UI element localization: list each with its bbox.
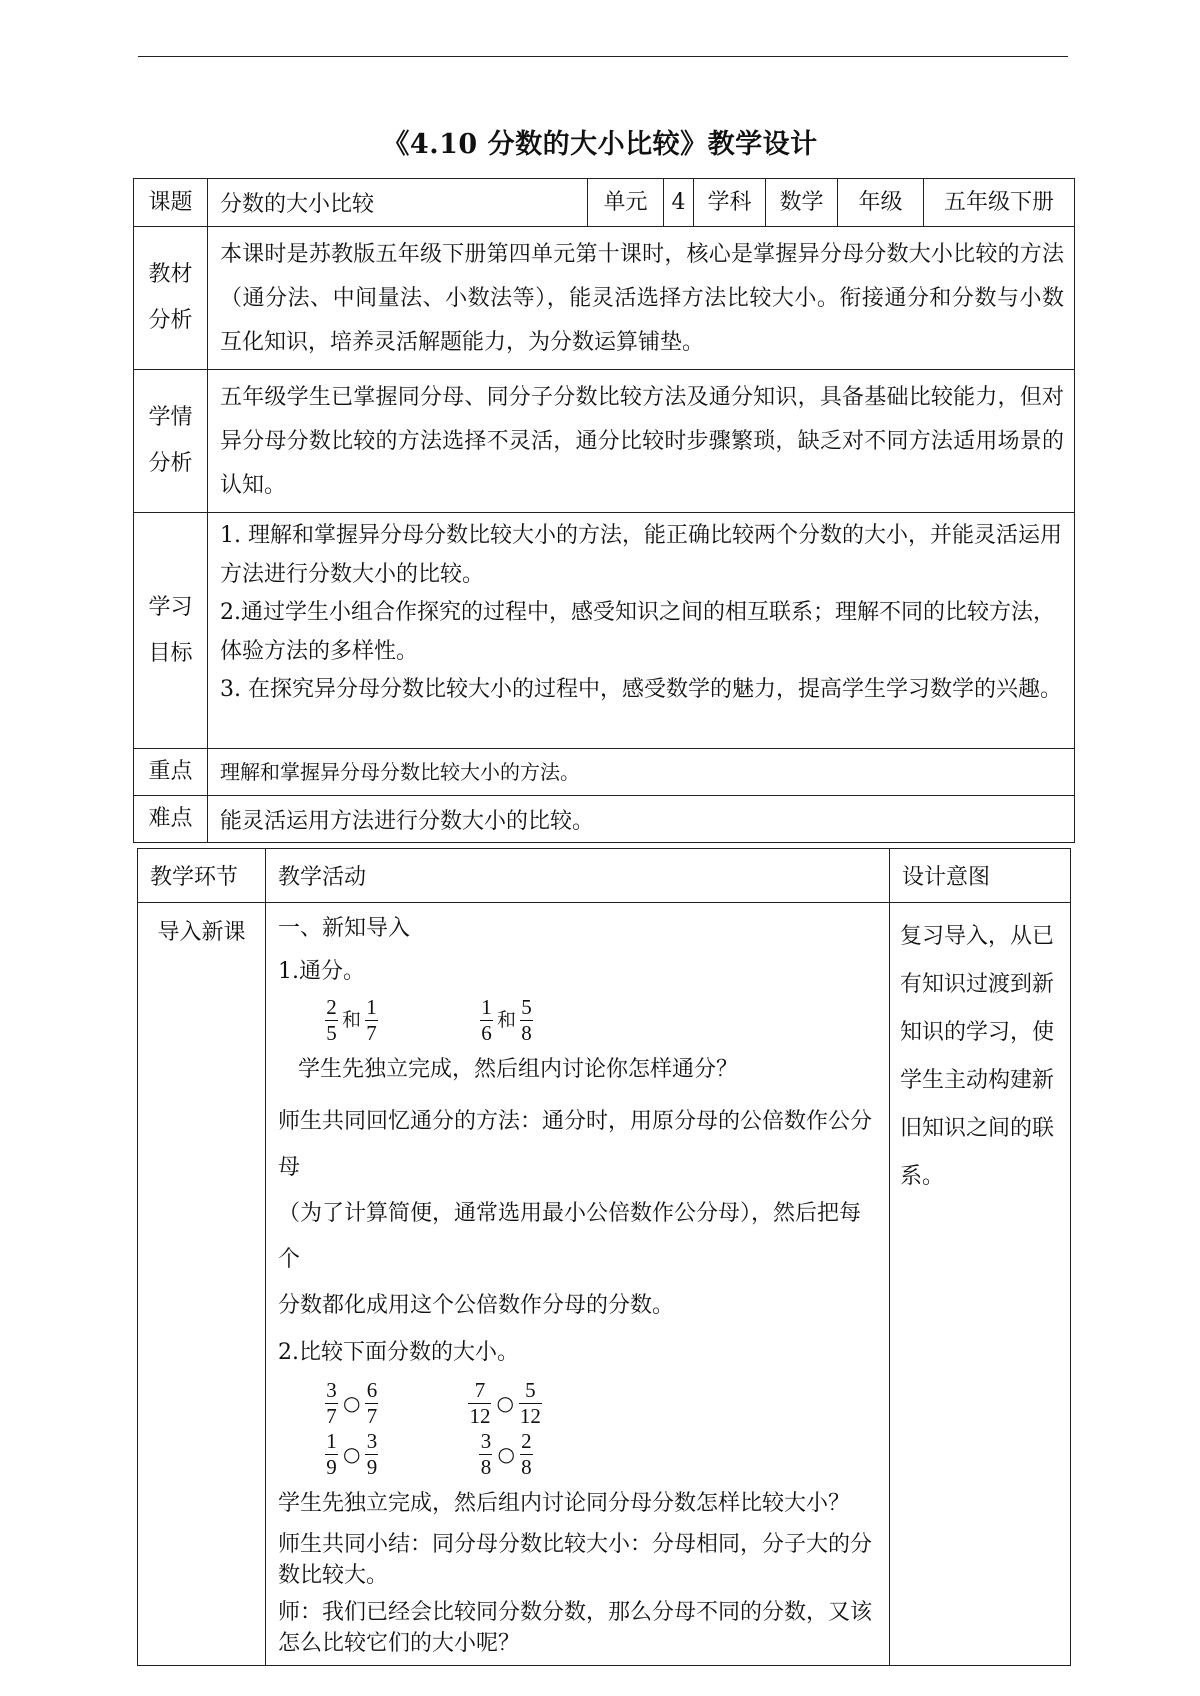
fraction: $\frac{5}{12}$ [519,1378,541,1428]
fraction: $\frac{6}{7}$ [366,1378,378,1428]
teacher-question: 师：我们已经会比较同分数分数，那么分母不同的分数，又该怎么比较它们的大小呢？ [278,1600,873,1656]
student-label-line1: 学情 [148,405,193,430]
difficulty-text: 能灵活运用方法进行分数大小的比较。 [208,796,1075,843]
compare-circle[interactable]: ○ [343,1442,361,1466]
fraction: $\frac{5}{8}$ [521,995,532,1045]
comparison-row [324,1429,879,1480]
column-header-design: 设计意图 [890,849,1071,903]
material-label-line1: 教材 [148,262,193,287]
fraction: $\frac{1}{6}$ [481,995,492,1045]
unit-label: 单元 [588,179,664,227]
grade-label: 年级 [838,179,924,227]
subject-value: 数学 [766,179,838,227]
grade-value: 五年级下册 [924,179,1075,227]
fraction: $\frac{3}{8}$ [480,1429,492,1479]
material-label-line2: 分析 [148,308,193,333]
column-header-activity: 教学活动 [266,849,890,903]
document-title: 《4.10 分数的大小比较》教学设计 [382,129,818,160]
fraction: $\frac{3}{9}$ [366,1429,378,1479]
step-one: 1.通分。 [278,959,365,984]
student-analysis-text: 五年级学生已掌握同分母、同分子分数比较方法及通分知识，具备基础比较能力，但对异分母分数比较的方法选择不灵活，通分比较时步骤繁琐，缺乏对不同方法适用场景的认知。 [208,370,1075,513]
review-line: （为了计算简便，通常选用最小公倍数作公分母），然后把每个 [278,1201,862,1272]
joiner-text: 和 [497,1009,517,1031]
fraction: $\frac{2}{5}$ [326,995,337,1045]
step-two: 2.比较下面分数的大小。 [278,1340,519,1365]
subject-label: 学科 [694,179,766,227]
fraction: $\frac{1}{9}$ [326,1429,337,1479]
key-point-text: 理解和掌握异分母分数比较大小的方法。 [208,749,1075,796]
student-label [134,370,208,513]
fraction: $\frac{1}{7}$ [366,995,377,1045]
goal-label [134,513,208,749]
compare-circle[interactable]: ○ [496,1391,514,1415]
topic-value: 分数的大小比较 [208,179,588,227]
discussion-line: 学生先独立完成，然后组内讨论同分母分数怎样比较大小？ [278,1491,851,1516]
lesson-info-table [133,178,1075,843]
student-label-line2: 分析 [148,451,193,476]
design-intent: 复习导入，从已有知识过渡到新知识的学习，使学生主动构建新旧知识之间的联系。 [890,903,1071,1666]
compare-circle[interactable]: ○ [343,1391,361,1415]
key-point-label: 重点 [134,749,208,796]
topic-label: 课题 [134,179,208,227]
goal-item: 2.通过学生小组合作探究的过程中，感受知识之间的相互联系；理解不同的比较方法，体验方法的多样性。 [220,600,1055,664]
review-line: 分数都化成用这个公倍数作分母的分数。 [278,1293,675,1318]
section-title: 一、新知导入 [278,916,411,941]
fraction: $\frac{2}{8}$ [521,1429,532,1479]
learning-goals [208,513,1075,749]
column-header-stage: 教学环节 [138,849,266,903]
fraction: $\frac{7}{12}$ [469,1378,491,1428]
material-label [134,227,208,370]
difficulty-label: 难点 [134,796,208,843]
review-line: 师生共同回忆通分的方法：通分时，用原分母的公倍数作公分母 [278,1109,873,1180]
goal-item: 1. 理解和掌握异分母分数比较大小的方法，能正确比较两个分数的大小，并能灵活运用方法进行分数大小的比较。 [220,523,1062,587]
activity-content [266,903,890,1666]
unit-value: 4 [664,179,694,227]
fraction-pairs [324,995,879,1046]
goal-label-line2: 目标 [148,640,193,666]
goal-label-line1: 学习 [148,594,193,620]
teaching-process-table [137,848,1071,1666]
compare-circle[interactable]: ○ [497,1442,515,1466]
comparison-row [324,1378,879,1429]
discussion-line: 学生先独立完成，然后组内讨论你怎样通分？ [298,1057,739,1082]
fraction: $\frac{3}{7}$ [326,1378,337,1428]
summary-line: 师生共同小结：同分母分数比较大小：分母相同，分子大的分数比较大。 [278,1532,873,1588]
goal-item: 3. 在探究异分母分数比较大小的过程中，感受数学的魅力，提高学生学习数学的兴趣。 [220,677,1062,702]
material-analysis-text: 本课时是苏教版五年级下册第四单元第十课时，核心是掌握异分母分数大小比较的方法（通分法、中间量法、小数法等），能灵活选择方法比较大小。衔接通分和分数与小数互化知识，培养灵活解题能力，为分数运算铺垫。 [208,227,1075,370]
joiner-text: 和 [342,1009,362,1031]
header-rule [138,56,1068,57]
stage-name: 导入新课 [138,903,266,1666]
